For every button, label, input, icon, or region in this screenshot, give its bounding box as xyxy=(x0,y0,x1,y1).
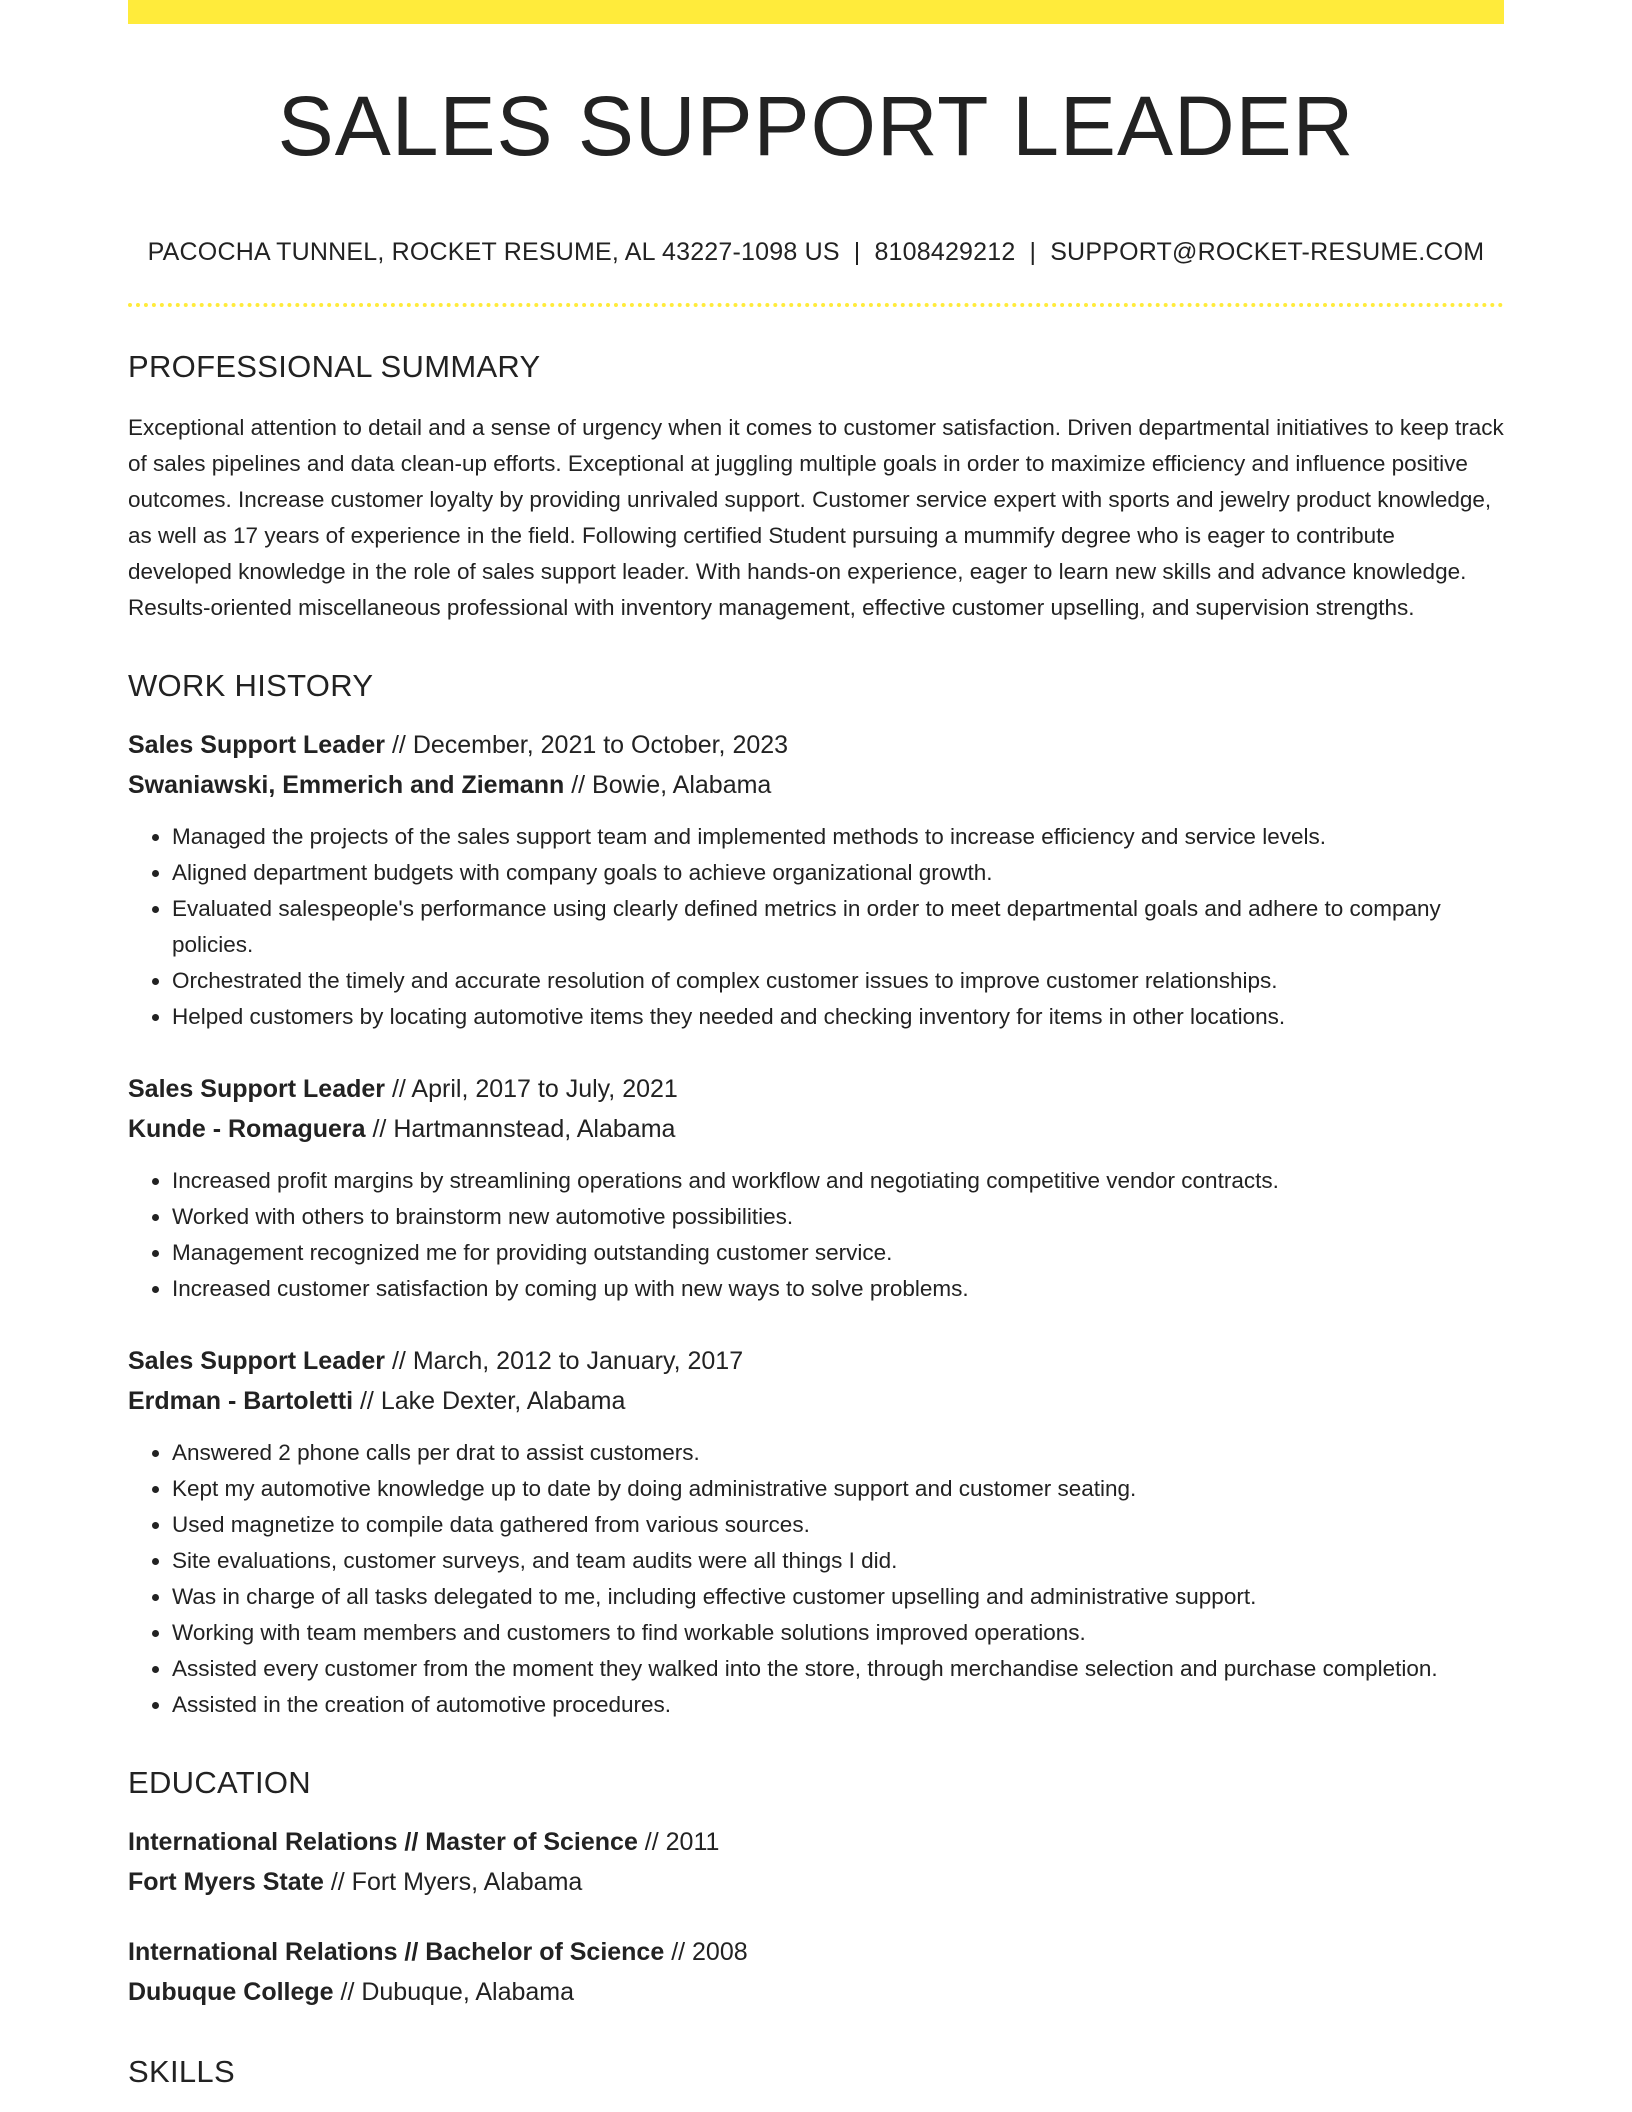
job-title-line xyxy=(128,1341,1504,1381)
job-bullets xyxy=(128,1435,1504,1723)
education-degree-line xyxy=(128,1932,1504,1972)
list-item: • Increased customer satisfaction by coming up with new ways to solve problems. xyxy=(172,1271,1504,1307)
job-bullets xyxy=(128,819,1504,1035)
list-item: • Working with team members and customers to find workable solutions improved operations. xyxy=(172,1615,1504,1651)
list-item: • Site evaluations, customer surveys, and team audits were all things I did. xyxy=(172,1543,1504,1579)
contact-line xyxy=(128,238,1504,267)
job-location: // Hartmannstead, Alabama xyxy=(365,1115,676,1143)
section-title-summary: PROFESSIONAL SUMMARY xyxy=(128,349,541,384)
education-location: // Dubuque, Alabama xyxy=(333,1978,575,2006)
contact-address: PACOCHA TUNNEL, ROCKET RESUME, AL 43227-1098 US xyxy=(147,238,840,266)
job-company: Erdman - Bartoletti xyxy=(128,1387,354,1415)
job-dates: // April, 2017 to July, 2021 xyxy=(385,1075,678,1103)
job-bullets xyxy=(128,1163,1504,1307)
job-company: Kunde - Romaguera xyxy=(128,1115,366,1143)
job-company-line xyxy=(128,765,1504,805)
resume-title: SALES SUPPORT LEADER xyxy=(277,79,1355,173)
job-role: Sales Support Leader xyxy=(128,1075,386,1103)
list-item: • Evaluated salespeople's performance using clearly defined metrics in order to meet departmental goals and adhere to company policies. xyxy=(172,891,1504,963)
contact-phone[interactable]: 8108429212 xyxy=(874,238,1016,266)
education-school-line xyxy=(128,1972,1504,2012)
contact-separator: | xyxy=(853,238,861,266)
education-school: Fort Myers State xyxy=(128,1868,324,1896)
job-company-line xyxy=(128,1109,1504,1149)
education-degree-line xyxy=(128,1822,1504,1862)
list-item: • Helped customers by locating automotive items they needed and checking inventory for items in other locations. xyxy=(172,999,1504,1035)
education-year: // 2008 xyxy=(664,1938,748,1966)
list-item: • Management recognized me for providing outstanding customer service. xyxy=(172,1235,1504,1271)
list-item: • Assisted in the creation of automotive procedures. xyxy=(172,1687,1504,1723)
education-school: Dubuque College xyxy=(128,1978,334,2006)
list-item: • Used magnetize to compile data gathered from various sources. xyxy=(172,1507,1504,1543)
job-location: // Bowie, Alabama xyxy=(564,771,772,799)
list-item: • Assisted every customer from the moment they walked into the store, through merchandise selection and purchase completion. xyxy=(172,1651,1504,1687)
contact-separator: | xyxy=(1029,238,1037,266)
list-item: • Increased profit margins by streamlining operations and workflow and negotiating competitive vendor contracts. xyxy=(172,1163,1504,1199)
section-title-work-history: WORK HISTORY xyxy=(128,668,374,703)
contact-email[interactable]: SUPPORT@ROCKET-RESUME.COM xyxy=(1050,238,1485,266)
job-title-line xyxy=(128,725,1504,765)
list-item: • Was in charge of all tasks delegated to me, including effective customer upselling and administrative support. xyxy=(172,1579,1504,1615)
education-location: // Fort Myers, Alabama xyxy=(323,1868,583,1896)
job-dates: // December, 2021 to October, 2023 xyxy=(385,731,789,759)
education-degree: International Relations // Master of Science xyxy=(128,1828,638,1856)
job-entry xyxy=(128,1069,1504,1307)
list-item: • Aligned department budgets with company goals to achieve organizational growth. xyxy=(172,855,1504,891)
education-entry xyxy=(128,1932,1504,2012)
job-title-line xyxy=(128,1069,1504,1109)
job-company-line xyxy=(128,1381,1504,1421)
list-item: • Managed the projects of the sales support team and implemented methods to increase efficiency and service levels. xyxy=(172,819,1504,855)
job-role: Sales Support Leader xyxy=(128,731,386,759)
summary-text: Exceptional attention to detail and a sense of urgency when it comes to customer satisfaction. Driven departmental initiatives to keep track of sales pipelines and data clean-up efforts. Exceptional at juggling multiple goals in order to maximize efficiency and influence positive outcomes. Increase customer loyalty by providing unrivaled support. Customer service expert with sports and jewelry product knowledge, as well as 17 years of experience in the field. Following certified Student pursuing a mummify degree who is eager to contribute developed knowledge in the role of sales support leader. With hands-on experience, eager to learn new skills and advance knowledge. Results-oriented miscellaneous professional with inventory management, effective customer upselling, and supervision strengths. xyxy=(128,415,1504,620)
list-item: • Answered 2 phone calls per drat to assist customers. xyxy=(172,1435,1504,1471)
education-entry xyxy=(128,1822,1504,1902)
education-school-line xyxy=(128,1862,1504,1902)
list-item: • Worked with others to brainstorm new automotive possibilities. xyxy=(172,1199,1504,1235)
job-entry xyxy=(128,1341,1504,1723)
job-company: Swaniawski, Emmerich and Ziemann xyxy=(128,771,565,799)
section-title-skills: SKILLS xyxy=(128,2054,235,2089)
education-degree: International Relations // Bachelor of Science xyxy=(128,1938,665,1966)
education-year: // 2011 xyxy=(637,1828,720,1856)
list-item: • Kept my automotive knowledge up to date by doing administrative support and customer seating. xyxy=(172,1471,1504,1507)
top-accent-bar xyxy=(128,0,1504,24)
section-title-education: EDUCATION xyxy=(128,1765,311,1800)
header-divider xyxy=(128,303,1504,307)
job-dates: // March, 2012 to January, 2017 xyxy=(385,1347,744,1375)
job-location: // Lake Dexter, Alabama xyxy=(353,1387,626,1415)
job-entry xyxy=(128,725,1504,1035)
job-role: Sales Support Leader xyxy=(128,1347,386,1375)
list-item: • Orchestrated the timely and accurate resolution of complex customer issues to improve customer relationships. xyxy=(172,963,1504,999)
resume-page xyxy=(128,0,1504,2087)
education-list xyxy=(128,1822,1504,2012)
work-history-list xyxy=(128,725,1504,1723)
